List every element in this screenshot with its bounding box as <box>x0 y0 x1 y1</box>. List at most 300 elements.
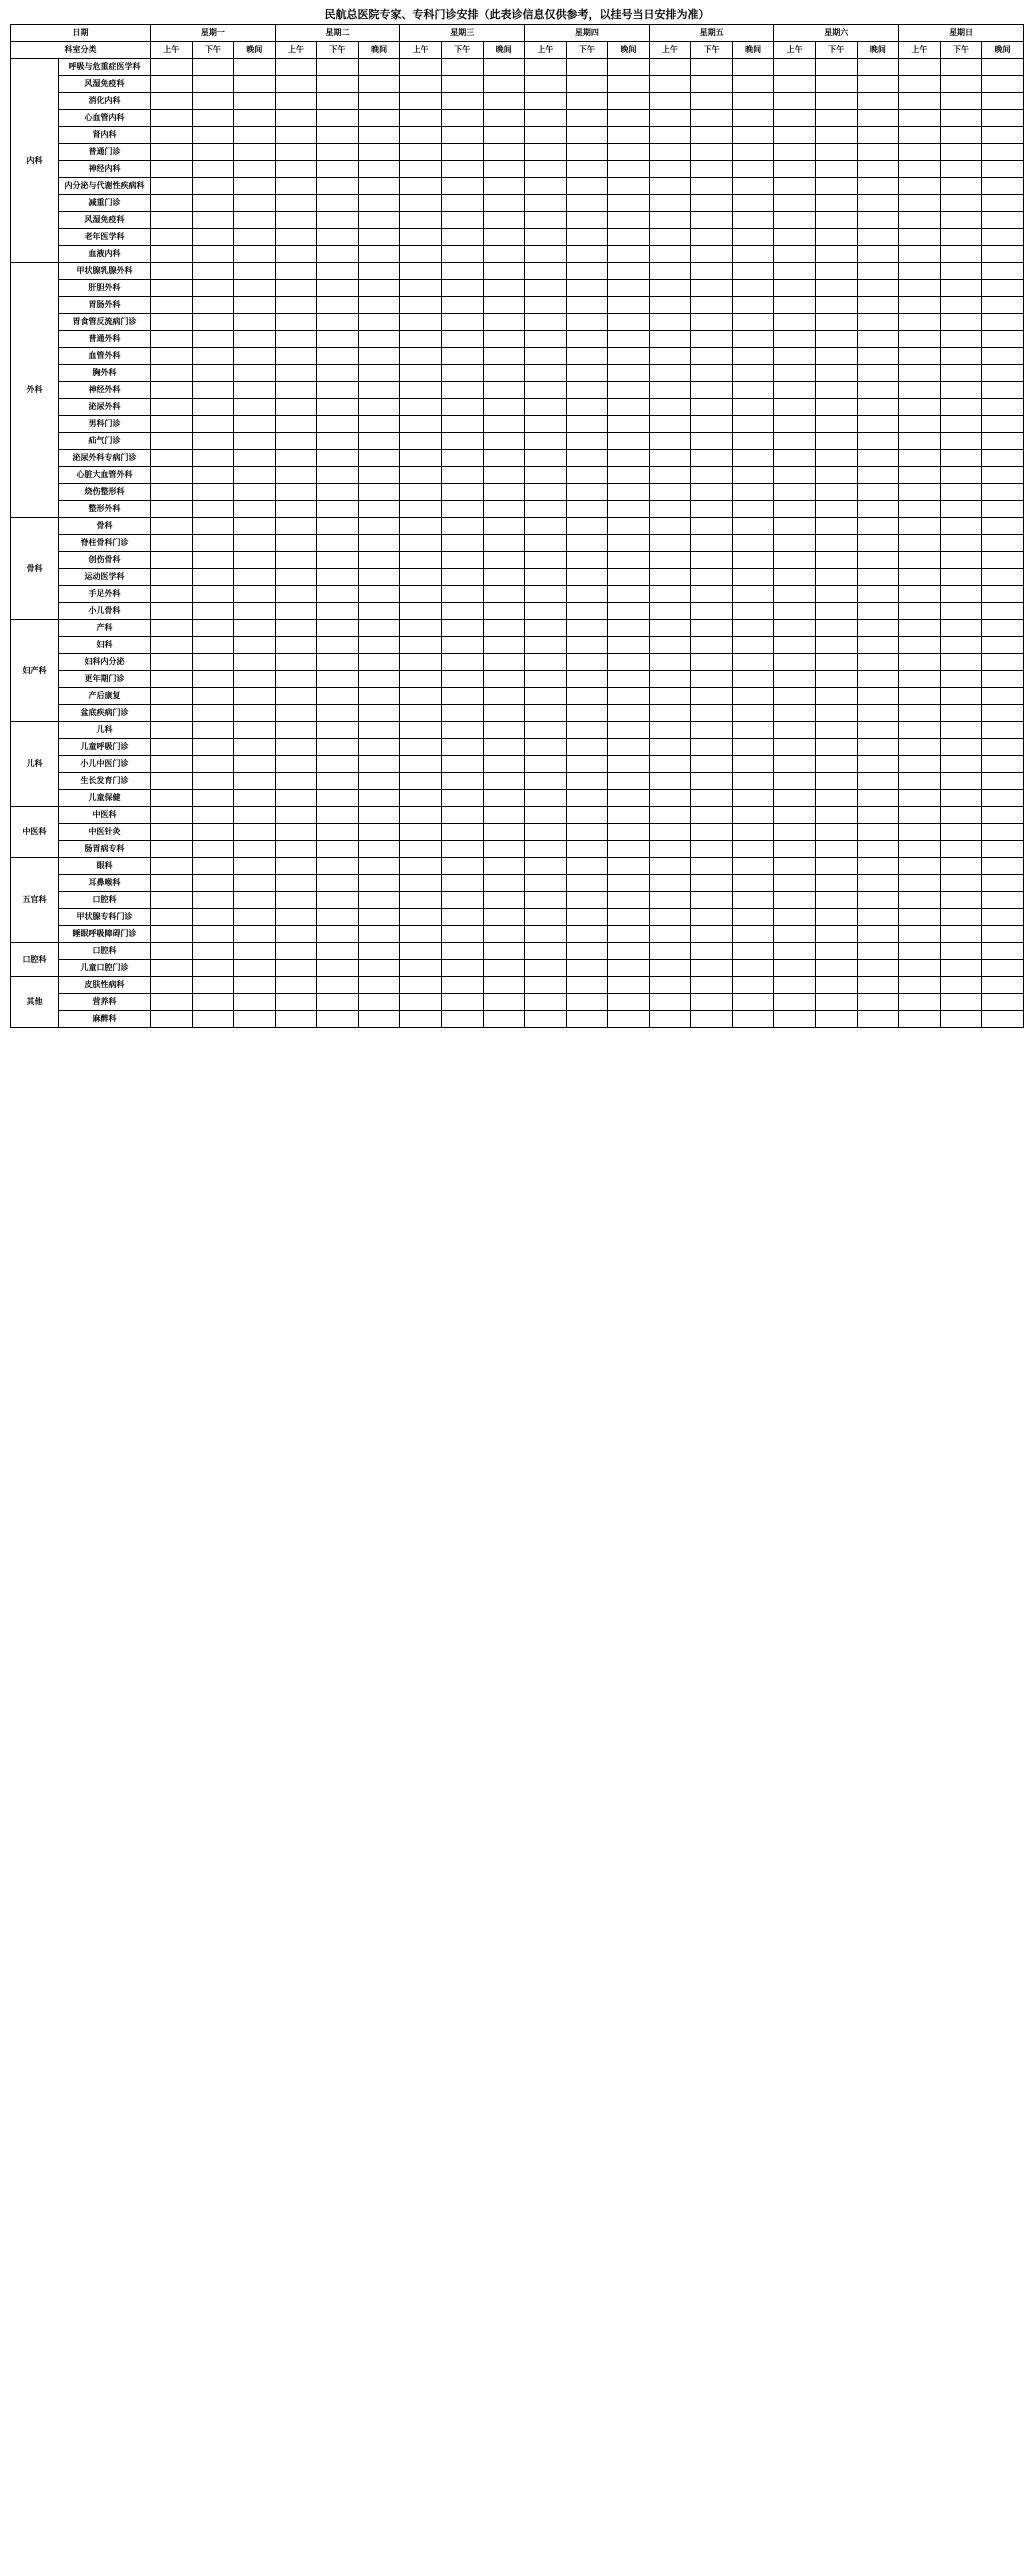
department-cell: 血管外科 <box>59 348 151 365</box>
schedule-cell <box>234 178 276 195</box>
schedule-cell <box>940 280 982 297</box>
schedule-cell <box>192 518 234 535</box>
schedule-cell <box>525 1011 567 1028</box>
schedule-cell <box>483 110 525 127</box>
schedule-cell <box>317 620 359 637</box>
schedule-cell <box>483 93 525 110</box>
schedule-cell <box>691 280 733 297</box>
schedule-cell <box>192 382 234 399</box>
schedule-cell <box>940 399 982 416</box>
schedule-cell <box>732 127 774 144</box>
schedule-cell <box>234 569 276 586</box>
schedule-cell <box>982 246 1024 263</box>
schedule-cell <box>857 620 899 637</box>
schedule-cell <box>358 382 400 399</box>
schedule-cell <box>400 943 442 960</box>
schedule-cell <box>774 331 816 348</box>
schedule-cell <box>982 841 1024 858</box>
schedule-cell <box>317 212 359 229</box>
table-row <box>11 603 1024 620</box>
schedule-cell <box>275 416 317 433</box>
schedule-cell <box>317 59 359 76</box>
schedule-cell <box>441 909 483 926</box>
schedule-cell <box>732 399 774 416</box>
schedule-cell <box>732 824 774 841</box>
department-cell: 心血管内科 <box>59 110 151 127</box>
schedule-cell <box>566 195 608 212</box>
schedule-cell <box>358 790 400 807</box>
schedule-cell <box>857 178 899 195</box>
table-row <box>11 1011 1024 1028</box>
schedule-cell <box>608 212 650 229</box>
schedule-cell <box>358 348 400 365</box>
schedule-cell <box>358 399 400 416</box>
schedule-cell <box>151 365 193 382</box>
schedule-cell <box>857 450 899 467</box>
department-cell: 风湿免疫科 <box>59 76 151 93</box>
schedule-cell <box>566 399 608 416</box>
schedule-cell <box>982 467 1024 484</box>
schedule-cell <box>649 688 691 705</box>
schedule-cell <box>275 144 317 161</box>
schedule-cell <box>566 960 608 977</box>
schedule-cell <box>234 161 276 178</box>
schedule-body <box>11 59 1024 1028</box>
schedule-cell <box>649 654 691 671</box>
schedule-cell <box>441 824 483 841</box>
schedule-cell <box>774 620 816 637</box>
schedule-cell <box>400 484 442 501</box>
schedule-cell <box>234 790 276 807</box>
department-cell: 眼科 <box>59 858 151 875</box>
department-cell: 产后康复 <box>59 688 151 705</box>
department-cell: 消化内科 <box>59 93 151 110</box>
schedule-cell <box>483 382 525 399</box>
schedule-cell <box>317 824 359 841</box>
schedule-cell <box>732 280 774 297</box>
schedule-cell <box>151 909 193 926</box>
schedule-cell <box>940 722 982 739</box>
schedule-cell <box>400 314 442 331</box>
schedule-cell <box>899 178 941 195</box>
schedule-cell <box>691 1011 733 1028</box>
schedule-cell <box>441 229 483 246</box>
schedule-cell <box>857 331 899 348</box>
schedule-cell <box>774 909 816 926</box>
schedule-cell <box>234 977 276 994</box>
schedule-cell <box>441 212 483 229</box>
department-cell: 胸外科 <box>59 365 151 382</box>
schedule-cell <box>982 127 1024 144</box>
schedule-cell <box>525 994 567 1011</box>
schedule-cell <box>608 552 650 569</box>
schedule-cell <box>608 501 650 518</box>
schedule-cell <box>899 382 941 399</box>
schedule-cell <box>400 705 442 722</box>
schedule-cell <box>358 654 400 671</box>
schedule-cell <box>982 875 1024 892</box>
schedule-cell <box>275 59 317 76</box>
schedule-cell <box>358 365 400 382</box>
schedule-cell <box>358 739 400 756</box>
schedule-cell <box>566 314 608 331</box>
schedule-cell <box>525 858 567 875</box>
schedule-cell <box>525 212 567 229</box>
schedule-cell <box>525 110 567 127</box>
schedule-cell <box>400 569 442 586</box>
schedule-cell <box>732 76 774 93</box>
schedule-cell <box>275 892 317 909</box>
department-cell: 口腔科 <box>59 892 151 909</box>
schedule-cell <box>691 399 733 416</box>
table-row <box>11 739 1024 756</box>
schedule-cell <box>358 263 400 280</box>
schedule-cell <box>691 144 733 161</box>
schedule-cell <box>566 535 608 552</box>
schedule-cell <box>940 348 982 365</box>
schedule-cell <box>358 110 400 127</box>
schedule-cell <box>691 450 733 467</box>
schedule-cell <box>525 824 567 841</box>
schedule-cell <box>234 756 276 773</box>
schedule-cell <box>608 671 650 688</box>
schedule-cell <box>358 807 400 824</box>
table-row <box>11 416 1024 433</box>
schedule-cell <box>691 671 733 688</box>
schedule-cell <box>940 637 982 654</box>
schedule-cell <box>275 280 317 297</box>
schedule-cell <box>192 127 234 144</box>
schedule-cell <box>151 416 193 433</box>
schedule-cell <box>649 280 691 297</box>
schedule-cell <box>151 1011 193 1028</box>
schedule-cell <box>982 586 1024 603</box>
schedule-cell <box>151 178 193 195</box>
schedule-cell <box>732 314 774 331</box>
table-row <box>11 824 1024 841</box>
schedule-cell <box>400 195 442 212</box>
schedule-cell <box>940 110 982 127</box>
category-cell: 内科 <box>11 59 59 263</box>
schedule-cell <box>400 501 442 518</box>
schedule-cell <box>483 603 525 620</box>
schedule-cell <box>857 688 899 705</box>
schedule-cell <box>525 773 567 790</box>
schedule-cell <box>566 348 608 365</box>
schedule-cell <box>525 314 567 331</box>
schedule-cell <box>275 450 317 467</box>
schedule-cell <box>982 977 1024 994</box>
table-row <box>11 790 1024 807</box>
schedule-cell <box>234 773 276 790</box>
schedule-cell <box>608 892 650 909</box>
schedule-cell <box>525 569 567 586</box>
department-cell: 皮肤性病科 <box>59 977 151 994</box>
schedule-cell <box>317 977 359 994</box>
schedule-cell <box>857 263 899 280</box>
department-cell: 胃肠外科 <box>59 297 151 314</box>
schedule-cell <box>192 654 234 671</box>
schedule-cell <box>982 722 1024 739</box>
schedule-cell <box>940 450 982 467</box>
table-row <box>11 467 1024 484</box>
schedule-cell <box>234 671 276 688</box>
schedule-cell <box>608 348 650 365</box>
schedule-cell <box>358 705 400 722</box>
schedule-cell <box>234 229 276 246</box>
schedule-cell <box>441 586 483 603</box>
schedule-cell <box>732 994 774 1011</box>
schedule-cell <box>400 620 442 637</box>
schedule-cell <box>732 195 774 212</box>
schedule-cell <box>441 195 483 212</box>
schedule-cell <box>940 433 982 450</box>
schedule-cell <box>899 229 941 246</box>
schedule-cell <box>816 909 858 926</box>
schedule-cell <box>151 790 193 807</box>
schedule-cell <box>774 518 816 535</box>
schedule-cell <box>317 365 359 382</box>
day-header-sun: 星期日 <box>899 25 1024 42</box>
schedule-cell <box>525 892 567 909</box>
schedule-cell <box>774 994 816 1011</box>
schedule-cell <box>982 569 1024 586</box>
schedule-cell <box>816 161 858 178</box>
schedule-cell <box>317 858 359 875</box>
schedule-cell <box>275 671 317 688</box>
period-header: 上午 <box>275 42 317 59</box>
schedule-cell <box>691 331 733 348</box>
schedule-cell <box>358 586 400 603</box>
schedule-cell <box>899 263 941 280</box>
schedule-cell <box>774 824 816 841</box>
schedule-cell <box>940 178 982 195</box>
schedule-cell <box>192 552 234 569</box>
department-cell: 普通门诊 <box>59 144 151 161</box>
schedule-cell <box>608 960 650 977</box>
schedule-cell <box>483 399 525 416</box>
schedule-cell <box>857 671 899 688</box>
schedule-cell <box>441 161 483 178</box>
schedule-cell <box>940 127 982 144</box>
schedule-cell <box>234 739 276 756</box>
day-header-mon: 星期一 <box>151 25 276 42</box>
schedule-cell <box>732 841 774 858</box>
schedule-cell <box>774 688 816 705</box>
schedule-cell <box>691 263 733 280</box>
schedule-cell <box>857 467 899 484</box>
schedule-cell <box>525 399 567 416</box>
schedule-cell <box>649 59 691 76</box>
schedule-cell <box>732 501 774 518</box>
schedule-cell <box>192 399 234 416</box>
schedule-cell <box>982 348 1024 365</box>
schedule-cell <box>566 433 608 450</box>
schedule-cell <box>899 688 941 705</box>
schedule-cell <box>732 59 774 76</box>
schedule-cell <box>816 739 858 756</box>
schedule-cell <box>275 348 317 365</box>
schedule-cell <box>899 297 941 314</box>
schedule-cell <box>275 331 317 348</box>
schedule-cell <box>732 110 774 127</box>
department-cell: 心脏大血管外科 <box>59 467 151 484</box>
schedule-cell <box>649 569 691 586</box>
schedule-cell <box>982 501 1024 518</box>
schedule-cell <box>982 161 1024 178</box>
schedule-cell <box>358 841 400 858</box>
schedule-cell <box>649 484 691 501</box>
schedule-cell <box>525 59 567 76</box>
table-row <box>11 110 1024 127</box>
schedule-cell <box>525 450 567 467</box>
schedule-cell <box>774 1011 816 1028</box>
schedule-cell <box>982 263 1024 280</box>
schedule-cell <box>151 671 193 688</box>
schedule-cell <box>816 331 858 348</box>
schedule-cell <box>483 892 525 909</box>
department-cell: 整形外科 <box>59 501 151 518</box>
schedule-cell <box>525 246 567 263</box>
schedule-cell <box>400 348 442 365</box>
schedule-cell <box>732 297 774 314</box>
schedule-cell <box>857 212 899 229</box>
schedule-cell <box>483 943 525 960</box>
schedule-cell <box>899 195 941 212</box>
schedule-cell <box>441 1011 483 1028</box>
schedule-cell <box>649 586 691 603</box>
department-cell: 生长发育门诊 <box>59 773 151 790</box>
period-header: 上午 <box>649 42 691 59</box>
schedule-cell <box>649 1011 691 1028</box>
schedule-cell <box>816 977 858 994</box>
schedule-cell <box>234 144 276 161</box>
schedule-cell <box>151 858 193 875</box>
department-cell: 肠胃病专科 <box>59 841 151 858</box>
schedule-cell <box>982 399 1024 416</box>
schedule-cell <box>151 994 193 1011</box>
schedule-cell <box>857 297 899 314</box>
schedule-cell <box>525 756 567 773</box>
schedule-cell <box>400 807 442 824</box>
schedule-cell <box>982 705 1024 722</box>
schedule-cell <box>774 297 816 314</box>
department-cell: 呼吸与危重症医学科 <box>59 59 151 76</box>
schedule-cell <box>857 739 899 756</box>
schedule-cell <box>151 59 193 76</box>
schedule-cell <box>816 535 858 552</box>
department-cell: 中医科 <box>59 807 151 824</box>
schedule-cell <box>982 484 1024 501</box>
department-cell: 盆底疾病门诊 <box>59 705 151 722</box>
day-header-tue: 星期二 <box>275 25 400 42</box>
schedule-cell <box>857 399 899 416</box>
schedule-cell <box>899 637 941 654</box>
schedule-cell <box>317 484 359 501</box>
schedule-cell <box>400 977 442 994</box>
schedule-cell <box>358 960 400 977</box>
schedule-cell <box>940 552 982 569</box>
schedule-cell <box>899 484 941 501</box>
schedule-cell <box>400 552 442 569</box>
schedule-cell <box>857 314 899 331</box>
schedule-cell <box>317 722 359 739</box>
schedule-cell <box>899 960 941 977</box>
schedule-cell <box>732 654 774 671</box>
schedule-cell <box>982 620 1024 637</box>
schedule-cell <box>857 892 899 909</box>
department-cell: 胃食管反流病门诊 <box>59 314 151 331</box>
department-cell: 麻醉科 <box>59 1011 151 1028</box>
schedule-cell <box>275 977 317 994</box>
schedule-cell <box>566 892 608 909</box>
schedule-cell <box>982 892 1024 909</box>
schedule-cell <box>691 535 733 552</box>
schedule-cell <box>317 892 359 909</box>
schedule-cell <box>192 263 234 280</box>
schedule-cell <box>608 161 650 178</box>
schedule-cell <box>608 246 650 263</box>
schedule-cell <box>400 93 442 110</box>
schedule-cell <box>649 161 691 178</box>
schedule-cell <box>816 467 858 484</box>
schedule-cell <box>400 229 442 246</box>
schedule-cell <box>483 569 525 586</box>
department-cell: 甲状腺乳腺外科 <box>59 263 151 280</box>
schedule-cell <box>608 569 650 586</box>
schedule-cell <box>649 450 691 467</box>
table-row <box>11 535 1024 552</box>
schedule-cell <box>358 909 400 926</box>
schedule-cell <box>234 484 276 501</box>
schedule-cell <box>400 178 442 195</box>
schedule-cell <box>732 586 774 603</box>
schedule-cell <box>192 484 234 501</box>
schedule-cell <box>566 705 608 722</box>
schedule-cell <box>899 739 941 756</box>
department-cell: 风湿免疫科 <box>59 212 151 229</box>
period-header: 下午 <box>816 42 858 59</box>
schedule-cell <box>234 552 276 569</box>
schedule-cell <box>774 654 816 671</box>
table-row <box>11 229 1024 246</box>
schedule-cell <box>732 382 774 399</box>
schedule-cell <box>151 535 193 552</box>
schedule-cell <box>608 416 650 433</box>
schedule-cell <box>151 161 193 178</box>
table-row <box>11 722 1024 739</box>
schedule-cell <box>649 535 691 552</box>
schedule-cell <box>275 127 317 144</box>
schedule-cell <box>566 637 608 654</box>
schedule-cell <box>441 297 483 314</box>
schedule-cell <box>691 59 733 76</box>
schedule-cell <box>317 178 359 195</box>
schedule-cell <box>816 824 858 841</box>
schedule-cell <box>525 280 567 297</box>
table-row <box>11 688 1024 705</box>
schedule-cell <box>151 76 193 93</box>
schedule-cell <box>441 552 483 569</box>
schedule-cell <box>940 314 982 331</box>
schedule-cell <box>857 926 899 943</box>
schedule-cell <box>691 756 733 773</box>
schedule-cell <box>732 246 774 263</box>
schedule-cell <box>857 909 899 926</box>
schedule-cell <box>317 1011 359 1028</box>
schedule-cell <box>857 433 899 450</box>
schedule-cell <box>441 314 483 331</box>
